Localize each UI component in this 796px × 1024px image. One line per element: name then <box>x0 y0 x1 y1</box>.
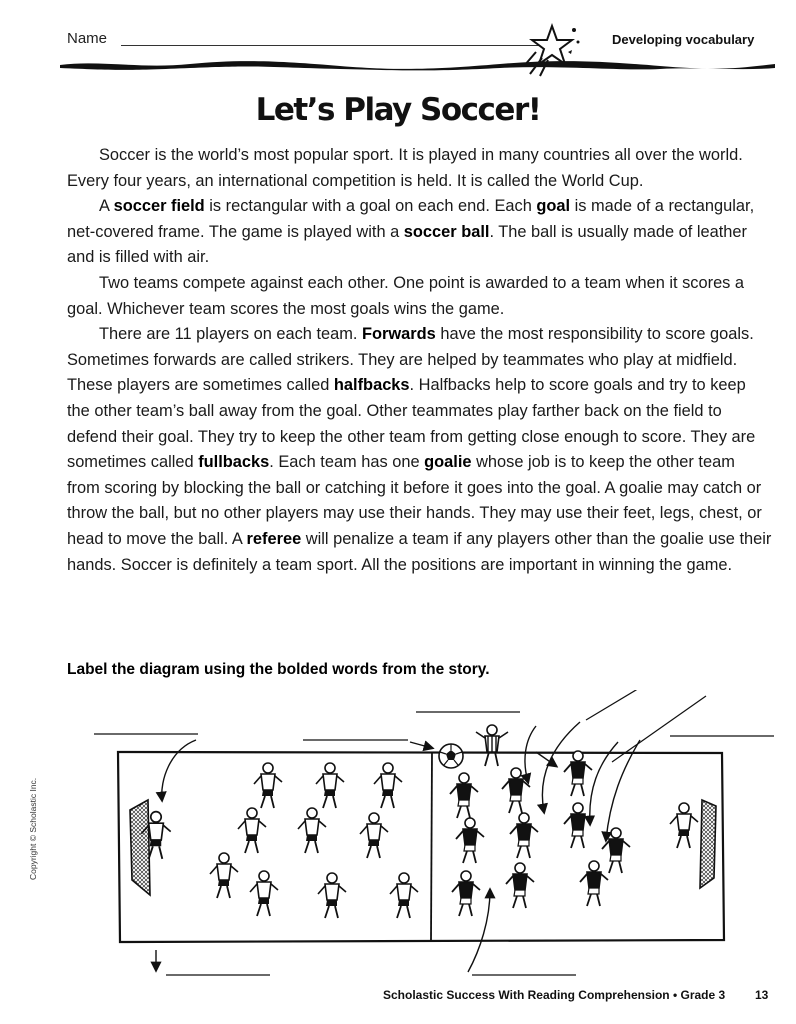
bold-term: soccer ball <box>403 222 490 241</box>
story-paragraph-4: There are 11 players on each team. Forwards have the most responsibility to score goals. Sometimes forwards are called strikers. They are helped by teammates who play at midfield. These players are sometimes called halfbacks. Halfbacks help to score goals and try to keep the other team’s ball away from the goal. Other teammates play farther back on the field to defend their goal. They try to keep the other team from getting close enough to score. They are sometimes called fullbacks. Each team has one goalie whose job is to keep the other team from scoring by blocking the ball or catching it before it goes into the goal. A goalie may catch or throw the ball, but no other players may use their hands. They may use their feet, legs, chest, or head to move the ball. A referee will penalize a team if any players other than the goalie use their hands. Soccer is definitely a team sport. All the positions are important in winning the game. <box>67 325 772 574</box>
arrow <box>162 740 196 800</box>
bold-term: halfbacks <box>333 376 410 395</box>
right-goal <box>700 800 716 888</box>
bold-term: goal <box>536 197 571 216</box>
midfield-line <box>431 752 432 941</box>
player-light <box>374 763 402 808</box>
left-goal <box>130 800 150 895</box>
player-light <box>318 873 346 918</box>
header-rule <box>60 56 775 76</box>
story-paragraph-2: A soccer field is rectangular with a goal on each end. Each goal is made of a rectangular, net-covered frame. The game is played with a soccer ball. The ball is usually made of leather and is filled with air. <box>67 197 755 267</box>
player-dark <box>564 803 592 848</box>
name-line[interactable] <box>121 45 541 46</box>
bold-term: goalie <box>424 453 472 472</box>
story-text <box>67 143 772 578</box>
referee-figure <box>476 725 508 766</box>
skill-tag: Developing vocabulary <box>612 32 755 47</box>
arrow <box>410 742 432 748</box>
bold-term: Forwards <box>362 325 436 344</box>
copyright-notice: Copyright © Scholastic Inc. <box>28 777 38 880</box>
player-dark <box>510 813 538 858</box>
player-light <box>298 808 326 853</box>
page-title: Let’s Play Soccer! <box>255 92 541 128</box>
bold-term: fullbacks <box>198 453 270 472</box>
story-paragraph-1: Soccer is the world’s most popular sport. It is played in many countries all over the world. Every four years, an international competition is held. It is called the World Cup. <box>67 146 743 190</box>
bold-term: soccer field <box>113 197 205 216</box>
player-dark <box>506 863 534 908</box>
player-dark <box>580 861 608 906</box>
field-boundary <box>118 752 724 942</box>
player-light <box>360 813 388 858</box>
footer-text: Scholastic Success With Reading Comprehension • Grade 3 <box>383 988 726 1002</box>
soccer-field-diagram <box>0 690 796 990</box>
player-light <box>316 763 344 808</box>
player-light <box>210 853 238 898</box>
player-dark <box>564 751 592 796</box>
player-dark <box>452 871 480 916</box>
player-light <box>238 808 266 853</box>
arrow <box>590 742 618 824</box>
story-paragraph-3: Two teams compete against each other. One point is awarded to a team when it scores a goal. Whichever team scores the most goals wins the game. <box>67 273 745 318</box>
player-dark <box>450 773 478 818</box>
soccer-ball <box>439 744 463 768</box>
player-dark <box>456 818 484 863</box>
player-light <box>254 763 282 808</box>
instruction-text: Label the diagram using the bolded words from the story. <box>67 661 490 678</box>
arrow <box>525 726 536 782</box>
name-label: Name <box>67 30 108 47</box>
right-goalie <box>670 803 698 848</box>
label-line-diag-1 <box>586 690 646 720</box>
player-light <box>390 873 418 918</box>
player-light <box>250 871 278 916</box>
page-number: 13 <box>755 988 769 1002</box>
bold-term: referee <box>246 529 302 548</box>
